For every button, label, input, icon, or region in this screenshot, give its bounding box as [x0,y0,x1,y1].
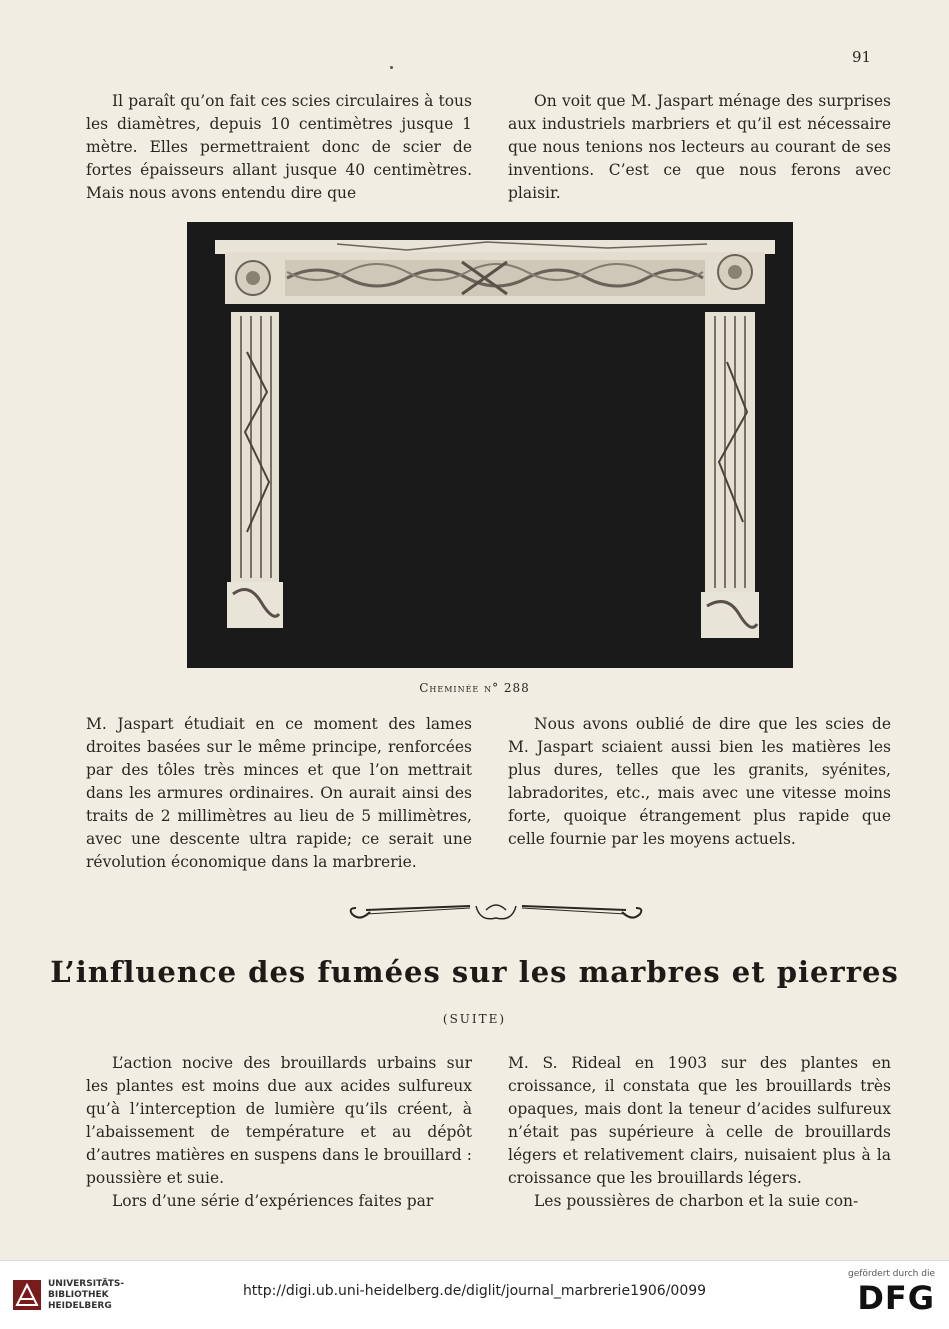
sponsor-label: gefördert durch die [848,1269,935,1279]
article-right-column [508,1052,891,1213]
digitization-footer [0,1260,949,1329]
article-left-paragraph-1: L’action nocive des brouillards urbains sur les plantes est moins due aux acides sulfureux qu’à l’interception de lumière qu’ils créent, à l’abaissement de température et au dépôt d’autres matières en suspens dans le brouillard : poussière et suie. [86,1054,472,1187]
university-name-line-1: UNIVERSITÄTS- [48,1279,125,1289]
top-left-paragraph: Il paraît qu’on fait ces scies circulaires à tous les diamètres, depuis 10 centimètres jusque 1 mètre. Elles permettraient donc de scier de fortes épaisseurs allant jusque 40 centimètres. Mais nous avons entendu dire que [86,92,472,202]
permalink-url[interactable]: http://digi.ub.uni-heidelberg.de/diglit/journal_marbrerie1906/0099 [242,1283,707,1299]
article-title: L’influence des fumées sur les marbres et pierres [50,955,899,989]
print-speck [390,66,393,69]
top-right-column [508,90,891,205]
middle-right-paragraph: Nous avons oublié de dire que les scies de M. Jaspart sciaient aussi bien les matières les plus dures, telles que les granits, syénites, labradorites, etc., mais avec une vitesse moins forte, quoique étrangement plus rapide que celle fournie par les moyens actuels. [508,715,891,848]
fireplace-illustration [187,222,793,668]
article-right-paragraph-2: Les poussières de charbon et la suie con- [534,1192,859,1210]
article-subtitle: (SUITE) [442,1012,507,1026]
top-right-paragraph: On voit que M. Jaspart ménage des surprises aux industriels marbriers et qu’il est nécessaire que nous tenions nos lecteurs au courant de ses inventions. C’est ce que nous ferons avec plaisir. [508,92,891,202]
university-name-line-3: HEIDELBERG [48,1301,112,1311]
middle-right-column [508,713,891,851]
university-name-line-2: BIBLIOTHEK [48,1290,109,1300]
fireplace-photo [187,222,793,668]
article-left-column [86,1052,472,1213]
middle-left-column [86,713,472,874]
figure-caption: Cheminée n° 288 [419,681,530,695]
sponsor-logo[interactable] [839,1269,935,1317]
article-right-paragraph-1: M. S. Rideal en 1903 sur des plantes en croissance, il constata que les brouillards très opaques, mais dont la teneur d’acides sulfureux n’était pas supérieure à celle de brouillards légers et relativement clairs, nuisaient plus à la croissance que les brouillards légers. [508,1054,891,1187]
top-left-column [86,90,472,205]
middle-left-paragraph: M. Jaspart étudiait en ce moment des lames droites basées sur le même principe, renforcées par des tôles très minces et que l’on mettrait dans les armures ordinaires. On aurait ainsi des traits de 2 millimètres au lieu de 5 millimètres, avec une descente ultra rapide; ce serait une révolution économique dans la marbrerie. [86,715,472,871]
dfg-logo-text: DFG [857,1279,935,1317]
article-left-paragraph-2: Lors d’une série d’expériences faites par [112,1192,434,1210]
decorative-divider-ornament [330,896,662,926]
page-number: 91 [852,48,872,66]
